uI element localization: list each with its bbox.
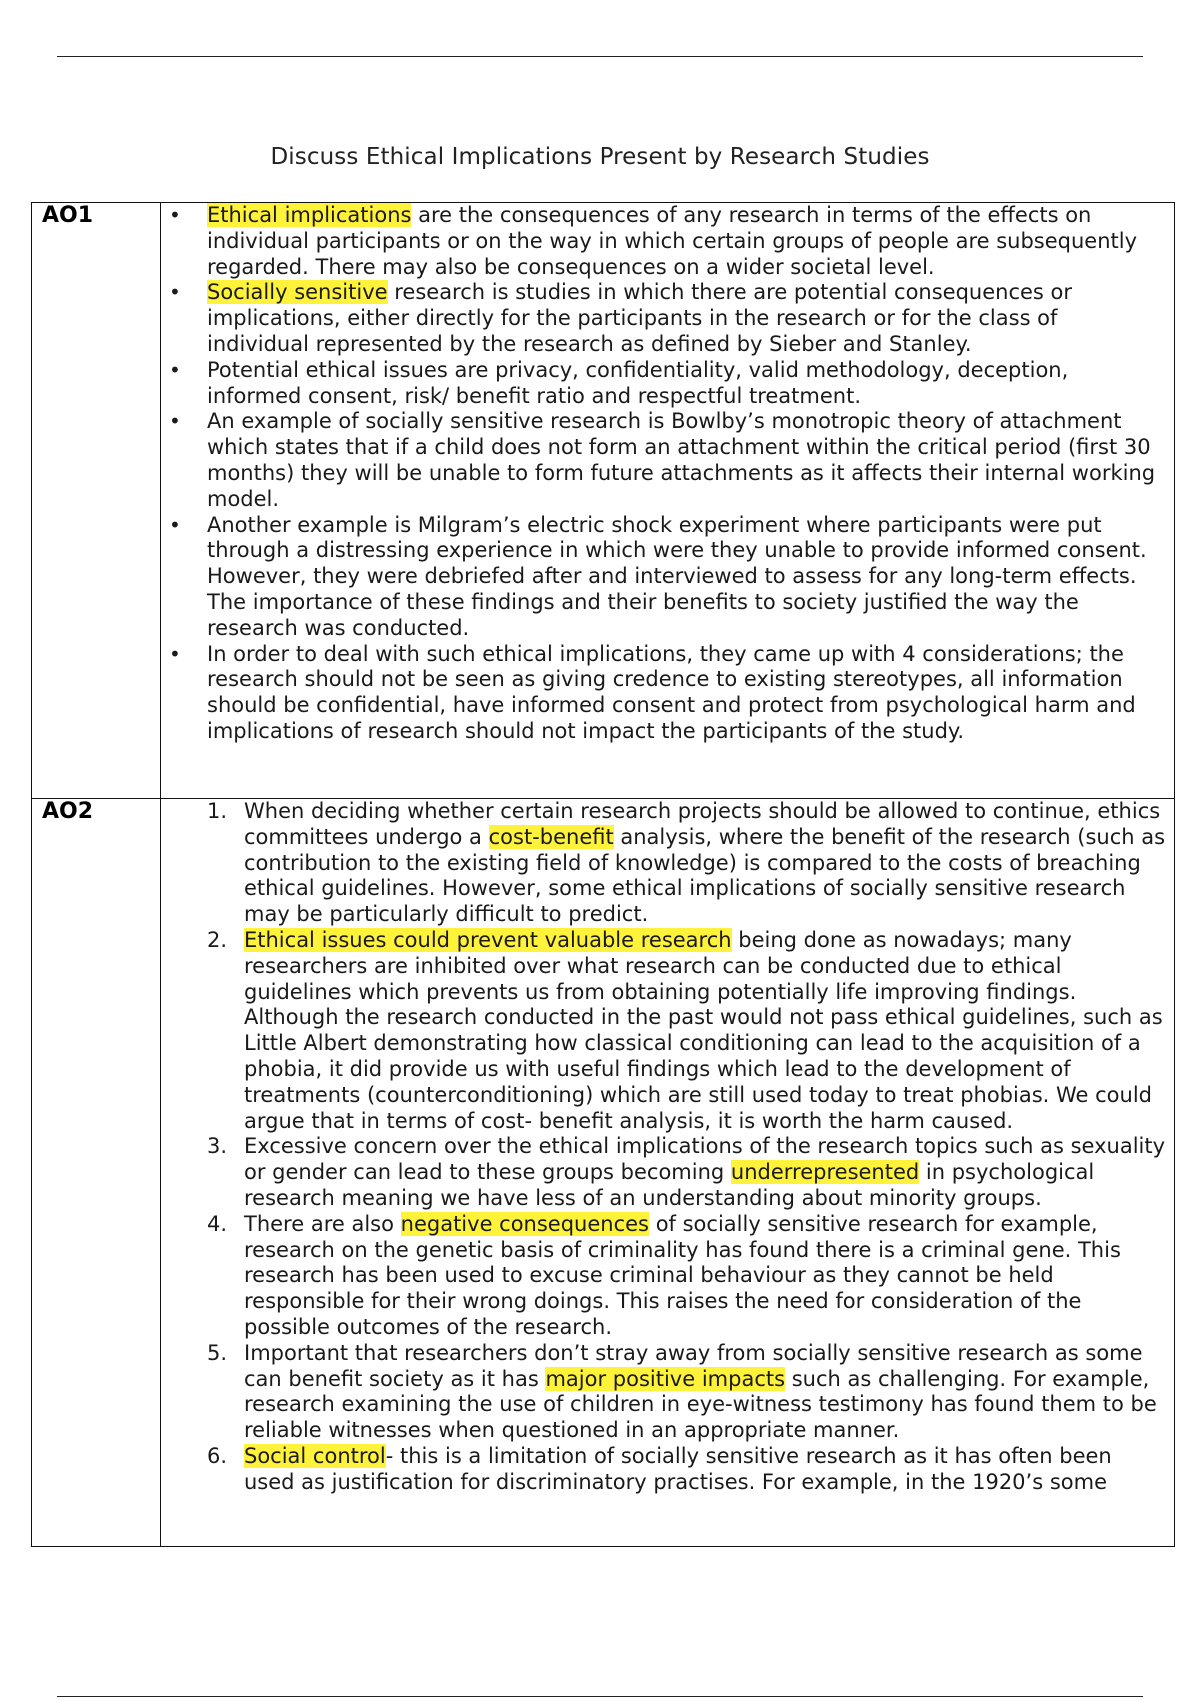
ao2-body-clip [161, 799, 1174, 1546]
item-number: 5. [207, 1340, 228, 1365]
item-text: research is studies in which there are potential consequences or implications, either directly for the participants in the research or for the class of individual represented by the research as defined by Sieber and Stanley. [207, 280, 1073, 356]
item-text: are the consequences of any research in terms of the effects on individual participants or on the way in which certain groups of people are subsequently regarded. There may also be consequences on a wider societal level. [207, 203, 1138, 279]
highlighted-term: underrepresented [730, 1160, 920, 1185]
ao1-body-cell [161, 203, 1175, 799]
item-text-before: There are also [244, 1211, 401, 1236]
list-item [161, 799, 1174, 928]
ao2-label: AO2 [42, 799, 94, 824]
item-number: 1. [207, 799, 228, 823]
item-text-after: analysis, where the benefit of the research (such as contribution to the existing field of knowledge) is compared to the costs of breaching ethical guidelines. However, some ethical implications of socially sensitive research may be particularly difficult to predict. [244, 824, 1166, 927]
item-text-after: being done as nowadays; many researchers are inhibited over what research can be conducted due to ethical guidelines which prevents us from obtaining potentially life improving findings. Although the research conducted in the past would not pass ethical guidelines, such as Little Albert demonstrating how classical conditioning can lead to the acquisition of a phobia, it did provide us with useful findings which lead to the development of treatments (counterconditioning) which are still used today to treat phobias. We could argue that in terms of cost- benefit analysis, it is worth the harm caused. [244, 927, 1163, 1133]
list-item [161, 280, 1174, 357]
list-item [161, 203, 1174, 280]
item-number: 6. [207, 1443, 228, 1468]
item-number: 2. [207, 927, 228, 952]
item-text: An example of socially sensitive research is Bowlby’s monotropic theory of attachment which states that if a child does not form an attachment within the critical period (first 30 months) they will be unable to form future attachments as it affects their internal working model. [207, 409, 1156, 511]
item-text-before: Excessive concern over the ethical implications of the research topics such as sexuality or gender can lead to these groups becoming [244, 1134, 1166, 1185]
item-text: Another example is Milgram’s electric shock experiment where participants were put through a distressing experience in which were they unable to provide informed consent. However, they were debriefed after and interviewed to assess for any long-term effects. The importance of these findings and their benefits to society justified the way the research was conducted. [207, 512, 1147, 640]
ao1-bullet-list [161, 203, 1174, 745]
list-item [161, 1134, 1174, 1211]
highlighted-term: major positive impacts [545, 1366, 786, 1391]
ao1-label-cell [32, 203, 161, 799]
highlighted-term: Ethical implications [207, 203, 412, 227]
item-text-before: When deciding whether certain research projects should be allowed to continue, ethics committees undergo a [244, 799, 1161, 849]
highlighted-term: negative consequences [400, 1211, 650, 1236]
list-item [161, 513, 1174, 642]
item-text-after: of socially sensitive research for example, research on the genetic basis of criminality has found there is a criminal gene. This research has been used to excuse criminal behaviour as they cannot be held responsible for their wrong doings. This raises the need for consideration of the possible outcomes of the research. [244, 1211, 1121, 1339]
list-item [161, 1212, 1174, 1341]
list-item [161, 409, 1174, 512]
ao2-body-cell [161, 799, 1175, 1547]
content-table [31, 202, 1175, 1547]
list-item [161, 928, 1174, 1134]
item-number: 3. [207, 1134, 228, 1159]
ao2-numbered-list [161, 799, 1174, 1496]
highlighted-term: Socially sensitive [207, 280, 388, 305]
list-item [161, 1444, 1174, 1496]
list-item [161, 358, 1174, 410]
item-text: Potential ethical issues are privacy, confidentiality, valid methodology, deception, informed consent, risk/ benefit ratio and respectful treatment. [207, 357, 1069, 408]
header-rule [57, 56, 1143, 57]
item-text-after: such as challenging. For example, research examining the use of children in eye-witness testimony has found them to be reliable witnesses when questioned in an appropriate manner. [244, 1366, 1157, 1443]
ao1-label: AO1 [42, 203, 94, 228]
highlighted-term: cost-benefit [488, 824, 614, 849]
item-text-before: Important that researchers don’t stray away from socially sensitive research as some can benefit society as it has [244, 1340, 1143, 1391]
ao1-row [32, 203, 1175, 799]
page-title: Discuss Ethical Implications Present by Research Studies [270, 144, 930, 170]
item-text-after: - this is a limitation of socially sensitive research as it has often been used as justification for discriminatory practises. For example, in the 1920’s some [244, 1443, 1112, 1494]
item-text: In order to deal with such ethical implications, they came up with 4 considerations; the research should not be seen as giving credence to existing stereotypes, all information should be confidential, have informed consent and protect from psychological harm and implications of research should not impact the participants of the study. [207, 641, 1136, 743]
footer-rule [57, 1696, 1143, 1697]
list-item [161, 1341, 1174, 1444]
highlighted-term: Social control [244, 1443, 386, 1468]
ao2-label-cell [32, 799, 161, 1547]
item-text-after: in psychological research meaning we have less of an understanding about minority groups. [244, 1160, 1095, 1210]
ao2-row [32, 799, 1175, 1547]
list-item [161, 642, 1174, 745]
highlighted-term: Ethical issues could prevent valuable research [244, 927, 732, 952]
item-number: 4. [207, 1211, 228, 1236]
